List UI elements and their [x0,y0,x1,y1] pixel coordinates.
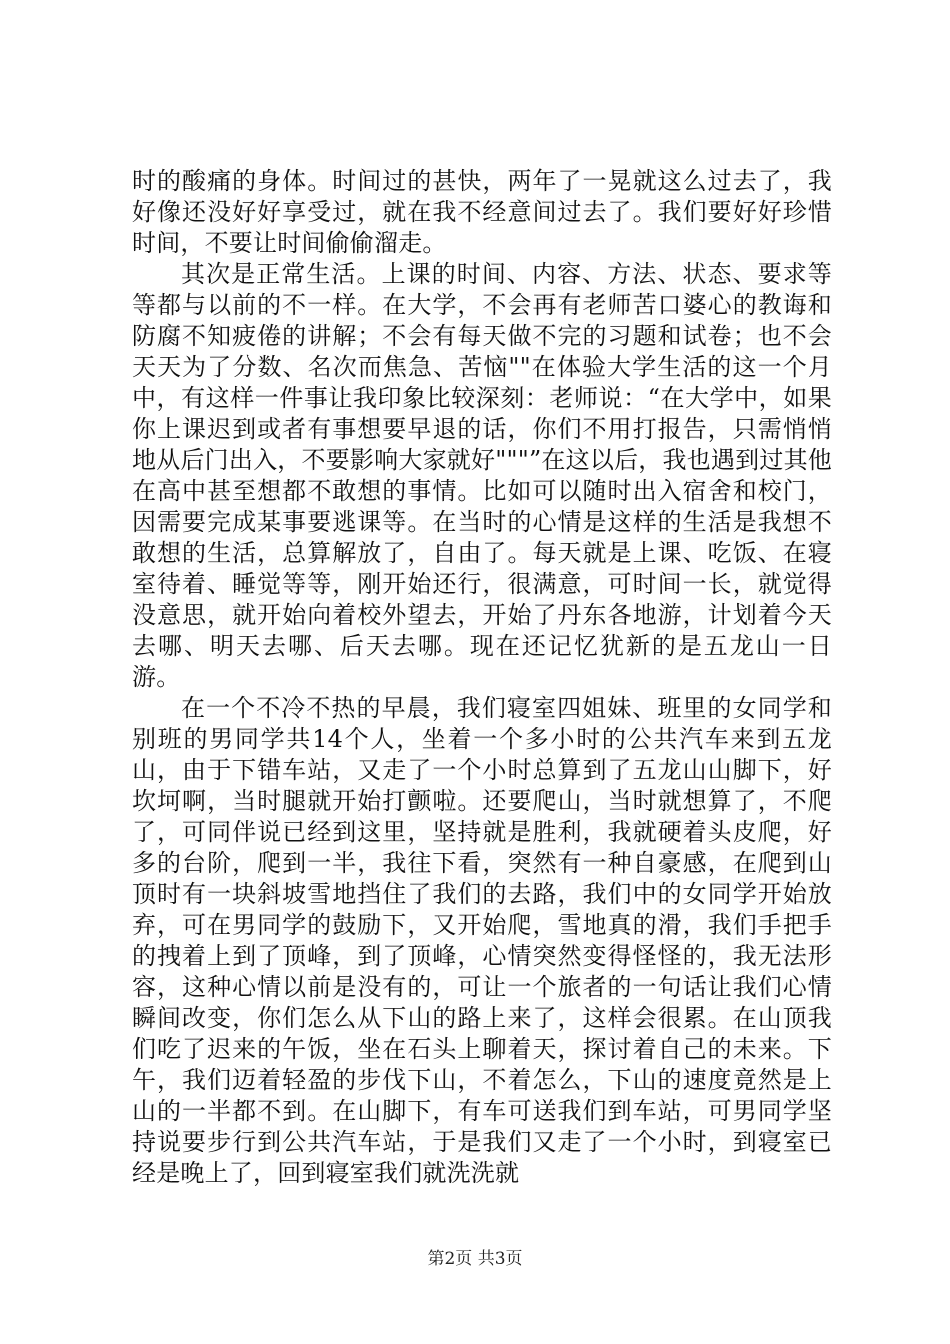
page-number-footer: 第2页 共3页 [427,1249,523,1269]
paragraph-1: 时的酸痛的身体。时间过的甚快，两年了一晃就这么过去了，我好像还没好好享受过，就在我不经意间过去了。我们要好好珍惜时间，不要让时间偷偷溜走。 [132,167,832,257]
paragraph-2: 其次是正常生活。上课的时间、内容、方法、状态、要求等等都与以前的不一样。在大学，不会再有老师苦口婆心的教诲和防腐不知疲倦的讲解；不会有每天做不完的习题和试卷；也不会天天为了分数、名次而焦急、苦恼""在体验大学生活的这一个月中，有这样一件事让我印象比较深刻：老师说：“在大学中，如果你上课迟到或者有事想要早退的话，你们不用打报告，只需悄悄地从后门出入，不要影响大家就好"""”在这以后，我也遇到过其他在高中甚至想都不敢想的事情。比如可以随时出入宿舍和校门，因需要完成某事要逃课等。在当时的心情是这样的生活是我想不敢想的生活，总算解放了，自由了。每天就是上课、吃饭、在寝室待着、睡觉等等，刚开始还行，很满意，可时间一长，就觉得没意思，就开始向着校外望去，开始了丹东各地游，计划着今天去哪、明天去哪、后天去哪。现在还记忆犹新的是五龙山一日游。 [132,260,832,691]
paragraph-3: 在一个不冷不热的早晨，我们寝室四姐妹、班里的女同学和别班的男同学共14个人，坐着一个多小时的公共汽车来到五龙山，由于下错车站，又走了一个小时总算到了五龙山山脚下，好坎坷啊，当时腿就开始打颤啦。还要爬山，当时就想算了，不爬了，可同伴说已经到这里，坚持就是胜利，我就硬着头皮爬，好多的台阶，爬到一半，我往下看，突然有一种自豪感，在爬到山顶时有一块斜坡雪地挡住了我们的去路，我们中的女同学开始放弃，可在男同学的鼓励下，又开始爬，雪地真的滑，我们手把手的拽着上到了顶峰，到了顶峰，心情突然变得怪怪的，我无法形容，这种心情以前是没有的，可让一个旅者的一句话让我们心情瞬间改变，你们怎么从下山的路上来了，这样会很累。在山顶我们吃了迟来的午饭，坐在石头上聊着天，探讨着自己的未来。下午，我们迈着轻盈的步伐下山，不着怎么，下山的速度竟然是上山的一半都不到。在山脚下，有车可送我们到车站，可男同学坚持说要步行到公共汽车站，于是我们又走了一个小时，到寝室已经是晚上了，回到寝室我们就洗洗就 [132,694,832,1187]
body-text [132,166,832,1189]
